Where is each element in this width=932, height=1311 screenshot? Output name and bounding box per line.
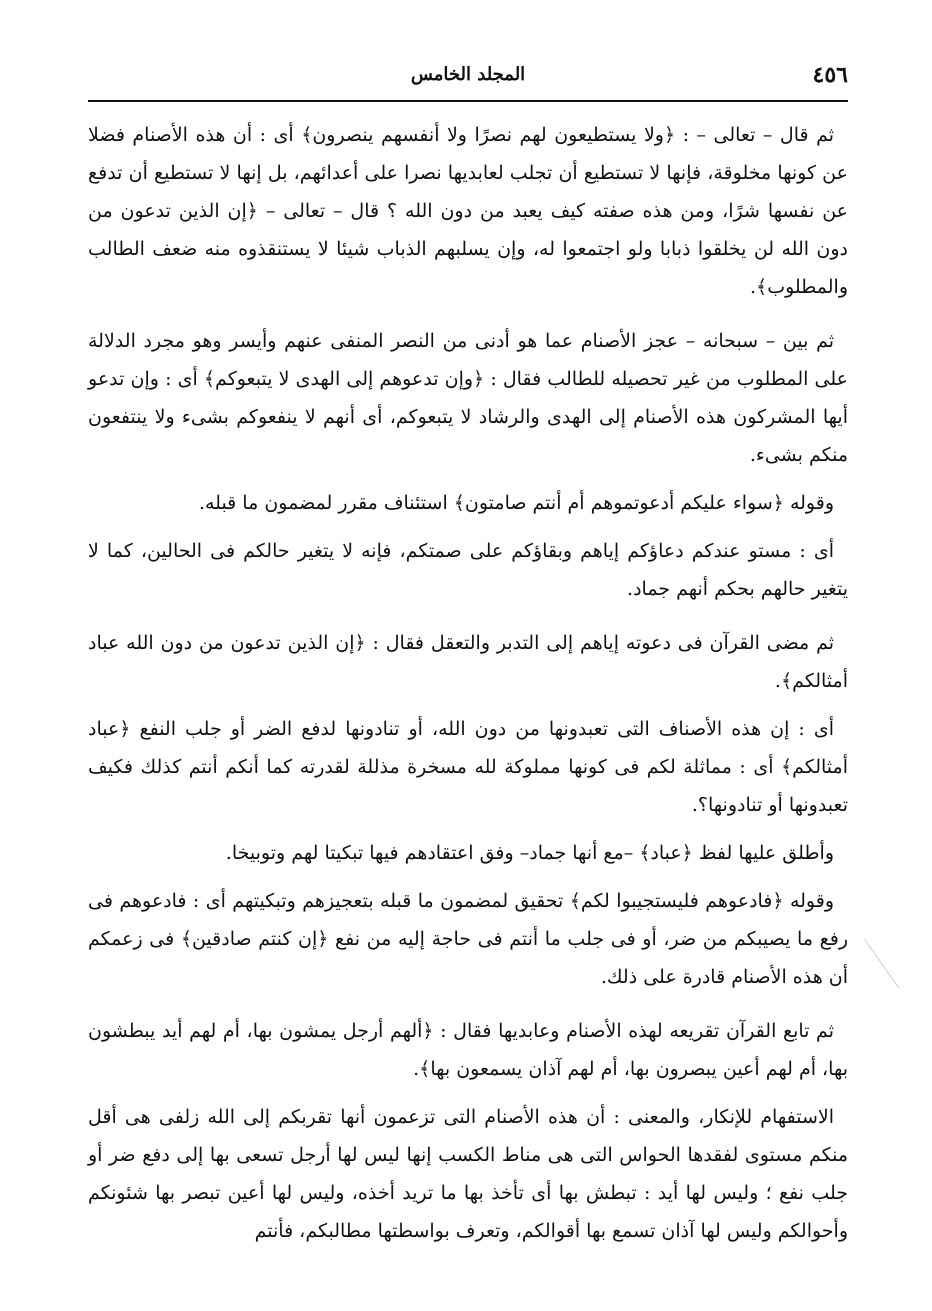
running-title: المجلد الخامس xyxy=(410,64,526,85)
page-header xyxy=(88,60,848,96)
body-text xyxy=(88,116,848,1260)
paragraph: ثم مضى القرآن فى دعوته إياهم إلى التدبر والتعقل فقال : ﴿إن الذين تدعون من دون الله عباد أمثالكم﴾. xyxy=(88,632,848,692)
paragraph: الاستفهام للإنكار، والمعنى : أن هذه الأصنام التى تزعمون أنها تقربكم إلى الله زلفى هى أقل منكم مستوى لفقدها الحواس التى هى مناط الكسب إنها ليس لها أرجل تسعى بها إلى دفع ضر أو جلب نفع ؛ وليس لها أيد : تبطش بها أى تأخذ بها ما تريد أخذه، وليس لها أعين تبصر بها شئونكم وأحوالكم وليس لها آذان تسمع بها أقوالكم، وتعرف بواسطتها مطالبكم، فأنتم xyxy=(88,1106,848,1242)
paragraph: وقوله ﴿فادعوهم فليستجيبوا لكم﴾ تحقيق لمضمون ما قبله بتعجيزهم وتبكيتهم أى : فادعوهم فى رفع ما يصيبكم من ضر، أو فى جلب ما أنتم فى حاجة إليه من نفع ﴿إن كنتم صادقين﴾ فى زعمكم أن هذه الأصنام قادرة على ذلك. xyxy=(88,890,848,988)
page-number: ٤٥٦ xyxy=(812,62,848,88)
header-divider xyxy=(88,100,848,102)
paragraph: ثم تابع القرآن تقريعه لهذه الأصنام وعابديها فقال : ﴿ألهم أرجل يمشون بها، أم لهم أيد يبطشون بها، أم لهم أعين يبصرون بها، أم لهم آذان يسمعون بها﴾. xyxy=(88,1020,848,1080)
paragraph: وقوله ﴿سواء عليكم أدعوتموهم أم أنتم صامتون﴾ استئناف مقرر لمضمون ما قبله. xyxy=(198,492,834,514)
paragraph: ثم بين – سبحانه – عجز الأصنام عما هو أدنى من النصر المنفى عنهم وأيسر وهو مجرد الدلالة على المطلوب من غير تحصيله للطالب فقال : ﴿وإن تدعوهم إلى الهدى لا يتبعوكم﴾ أى : وإن تدعو أيها المشركون هذه الأصنام إلى الهدى والرشاد لا يتبعوكم، أى أنهم لا ينفعوكم بشىء ولا ينتفعون منكم بشىء. xyxy=(88,330,848,466)
paragraph: أى : مستو عندكم دعاؤكم إياهم وبقاؤكم على صمتكم، فإنه لا يتغير حالكم فى الحالين، كما لا يتغير حالهم بحكم أنهم جماد. xyxy=(88,540,848,600)
paragraph: أى : إن هذه الأصناف التى تعبدونها من دون الله، أو تنادونها لدفع الضر أو جلب النفع ﴿عباد أمثالكم﴾ أى : مماثلة لكم فى كونها مملوكة لله مسخرة مذللة لقدرته كما أنكم أنتم كذلك فكيف تعبدونها أو تنادونها؟. xyxy=(88,718,848,816)
paragraph: ثم قال – تعالى – : ﴿ولا يستطيعون لهم نصرًا ولا أنفسهم ينصرون﴾ أى : أن هذه الأصنام فضلا عن كونها مخلوقة، فإنها لا تستطيع أن تجلب لعابديها نصرا على أعدائهم، بل إنها لا تستطيع أن تدفع عن نفسها شرًا، ومن هذه صفته كيف يعبد من دون الله ؟ قال – تعالى – ﴿إن الذين تدعون من دون الله لن يخلقوا ذبابا ولو اجتمعوا له، وإن يسلبهم الذباب شيئا لا يستنقذوه منه ضعف الطالب والمطلوب﴾. xyxy=(88,124,848,298)
paragraph: وأطلق عليها لفظ ﴿عباد﴾ –مع أنها جماد– وفق اعتقادهم فيها تبكيتا لهم وتوبيخا. xyxy=(225,842,834,864)
scan-artifact xyxy=(864,932,909,989)
